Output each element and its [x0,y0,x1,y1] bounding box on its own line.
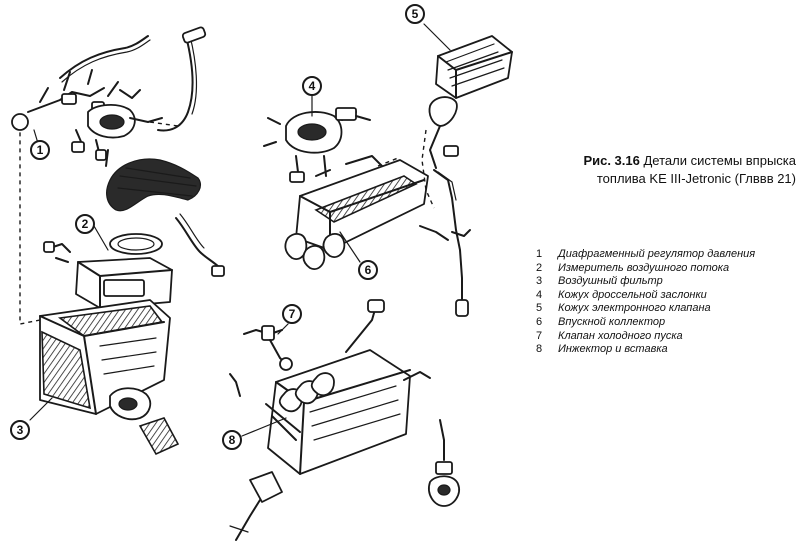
legend-item [536,343,798,357]
svg-text:2: 2 [81,217,89,231]
legend-number: 4 [536,288,543,301]
callout-7 [283,305,301,323]
legend-item [536,262,798,276]
legend-text: Воздушный фильтр [558,275,663,288]
legend-text: Впускной коллектор [558,315,666,328]
air-flow-meter-assembly [44,234,172,308]
legend-text: Инжектор и вставка [558,343,668,356]
callout-5 [406,5,424,23]
svg-text:7: 7 [288,307,296,321]
legend-number: 6 [536,315,543,328]
legend-item [536,316,798,330]
svg-text:4: 4 [308,79,316,93]
legend-item [536,289,798,303]
svg-text:6: 6 [364,263,372,277]
legend-number: 7 [536,329,543,342]
air-intake-boot [107,159,224,276]
legend-number: 5 [536,302,543,315]
callout-4 [303,77,321,95]
legend-text: Кожух дроссельной заслонки [558,288,707,301]
legend-item [536,302,798,316]
legend-text: Диафрагменный регулятор давления [558,248,756,260]
legend-number: 8 [536,343,543,356]
callout-2 [76,215,94,233]
svg-text:8: 8 [228,433,236,447]
legend-text: Кожух электронного клапана [558,302,711,315]
callout-8 [223,431,241,449]
legend-item [536,248,798,262]
figure-caption [520,152,796,188]
callout-3 [11,421,29,439]
svg-text:1: 1 [36,143,44,157]
legend-text: Измеритель воздушного потока [558,261,730,274]
svg-text:3: 3 [16,423,24,437]
legend-number: 2 [536,261,543,274]
throttle-housing-assembly [264,108,370,182]
caption-title-line1: Детали системы впрыска [643,153,796,168]
svg-text:5: 5 [411,7,419,21]
figure-number: Рис. 3.16 [583,153,640,168]
callout-1 [31,141,49,159]
caption-title-line2: топлива KE III-Jetronic (Глввв 21) [596,171,796,186]
electronic-valve-assembly [422,36,512,316]
legend-item [536,275,798,289]
legend-item [536,330,798,344]
caption-line-1 [520,152,796,170]
parts-legend [536,248,798,357]
callout-6 [359,261,377,279]
legend-number: 1 [536,248,543,260]
legend-number: 3 [536,275,543,288]
legend-text: Клапан холодного пуска [558,329,683,342]
